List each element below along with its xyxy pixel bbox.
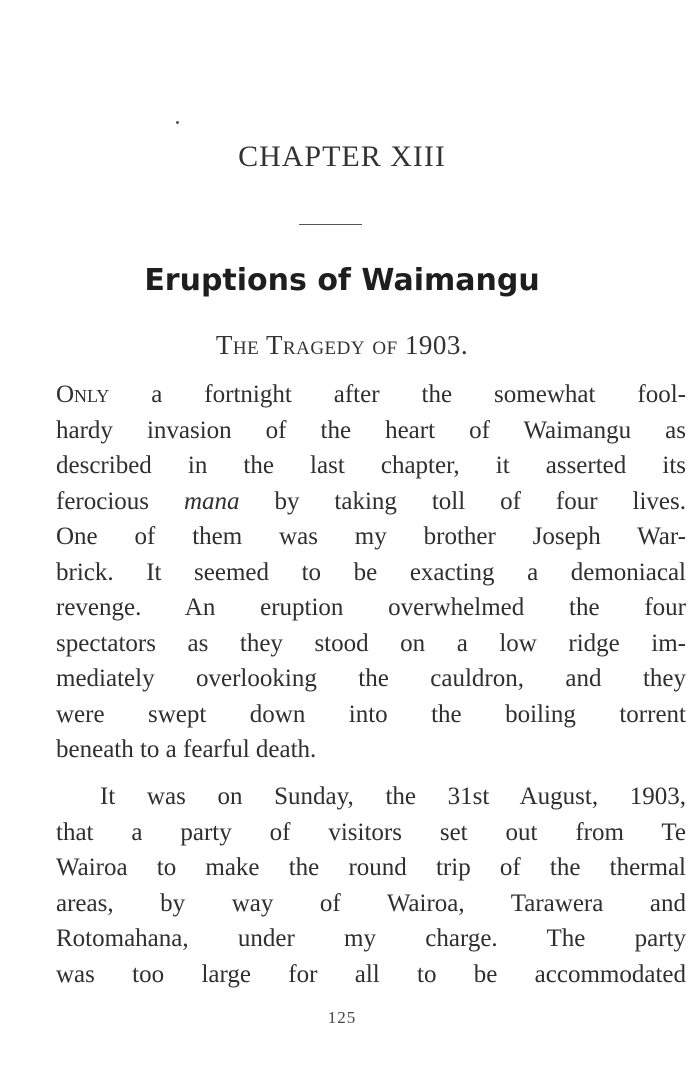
- text-line: that a party of visitors set out from Te: [56, 818, 686, 846]
- text-line: One of them was my brother Joseph War-: [56, 523, 686, 550]
- chapter-number: CHAPTER XIII: [238, 140, 446, 173]
- text-line: areas, by way of Wairoa, Tarawera and: [56, 889, 686, 917]
- print-speck: [176, 121, 179, 124]
- text-line: [56, 484, 686, 520]
- lead-word: Only: [56, 381, 110, 408]
- chapter-title: Eruptions of Waimangu: [144, 263, 540, 298]
- text-line: brick. It seemed to be exacting a demoniacal: [56, 558, 686, 586]
- text-line: were swept down into the boiling torrent: [56, 700, 686, 728]
- text-line: was too large for all to be accommodated: [56, 960, 686, 988]
- page-number: 125: [327, 1008, 357, 1027]
- chapter-divider: [299, 224, 362, 225]
- text-line: beneath to a fearful death.: [56, 736, 317, 763]
- line-text: a fortnight after the somewhat fool-: [109, 381, 686, 408]
- text-line: Rotomahana, under my charge. The party: [56, 925, 686, 952]
- text-line: revenge. An eruption overwhelmed the four: [56, 594, 686, 621]
- text-line: hardy invasion of the heart of Waimangu as: [56, 416, 686, 444]
- chapter-subtitle: The Tragedy of 1903.: [215, 330, 469, 360]
- text-line: spectators as they stood on a low ridge im-: [56, 629, 686, 657]
- text-line: It was on Sunday, the 31st August, 1903,: [100, 783, 686, 810]
- text-line: [56, 377, 686, 413]
- paragraph-2: [56, 779, 686, 992]
- paragraph-1: [56, 377, 686, 768]
- line-text: ferocious: [56, 487, 184, 515]
- text-line: described in the last chapter, it asserted its: [56, 452, 686, 479]
- text-line: mediately overlooking the cauldron, and they: [56, 665, 686, 692]
- text-line: Wairoa to make the round trip of the thermal: [56, 854, 686, 881]
- italic-word: mana: [183, 487, 240, 515]
- line-text: by taking toll of four lives.: [239, 487, 686, 515]
